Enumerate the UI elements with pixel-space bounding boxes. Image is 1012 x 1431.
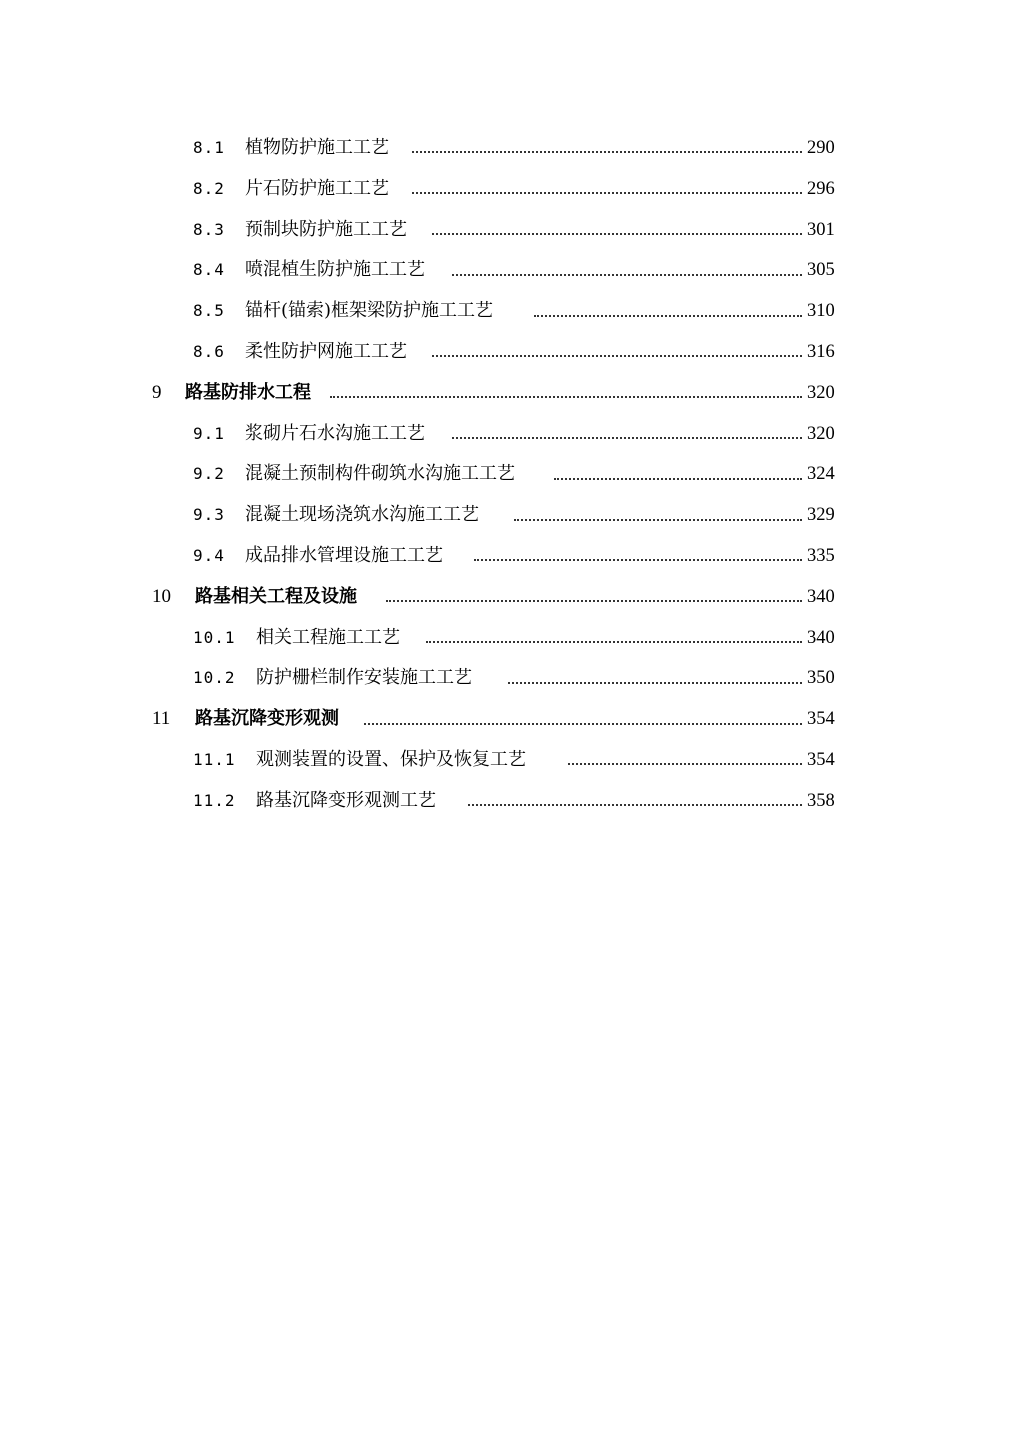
toc-entry-title: 喷混植生防护施工工艺	[245, 259, 425, 281]
toc-entry-title: 浆砌片石水沟施工工艺	[245, 422, 425, 444]
toc-entry-title: 防护栅栏制作安装施工工艺	[256, 667, 472, 689]
dot-leader	[452, 435, 802, 439]
toc-entry-number: 8.3	[193, 219, 225, 239]
dot-leader	[412, 190, 802, 194]
toc-entry-title: 片石防护施工工艺	[245, 177, 389, 199]
toc-entry-11-1[interactable]	[0, 740, 1012, 781]
toc-entry-title: 混凝土现场浇筑水沟施工工艺	[245, 504, 479, 526]
toc-entry-page: 310	[807, 301, 835, 322]
toc-entry-page: 320	[807, 382, 835, 403]
toc-entry-11-2[interactable]	[0, 781, 1012, 822]
toc-entry-page: 320	[807, 423, 835, 444]
toc-entry-number: 9.1	[193, 423, 225, 443]
dot-leader	[426, 639, 802, 643]
dot-leader	[364, 721, 802, 725]
toc-entry-page: 324	[807, 464, 835, 485]
toc-entry-8-3[interactable]	[0, 210, 1012, 251]
toc-chapter-number: 10	[152, 585, 171, 607]
toc-entry-page: 316	[807, 341, 835, 362]
toc-entry-8-1[interactable]	[0, 128, 1012, 169]
dot-leader	[468, 802, 802, 806]
toc-entry-number: 9.4	[193, 545, 225, 565]
toc-entry-number: 8.5	[193, 301, 225, 321]
toc-entry-page: 354	[807, 709, 835, 730]
toc-entry-9-3[interactable]	[0, 495, 1012, 536]
toc-entry-number: 10.2	[193, 668, 236, 688]
toc-chapter-number: 9	[152, 381, 162, 403]
dot-leader	[330, 394, 802, 398]
toc-entry-title: 观测装置的设置、保护及恢复工艺	[256, 748, 526, 770]
toc-entry-title: 路基沉降变形观测工艺	[256, 789, 436, 811]
toc-entry-number: 8.4	[193, 260, 225, 280]
dot-leader	[508, 680, 802, 684]
toc-entry-9-4[interactable]	[0, 536, 1012, 577]
toc-chapter-title: 路基防排水工程	[185, 381, 311, 403]
toc-chapter-number: 11	[152, 708, 171, 730]
toc-entry-page: 340	[807, 627, 835, 648]
toc-entry-page: 296	[807, 178, 835, 199]
toc-entry-8-2[interactable]	[0, 169, 1012, 210]
toc-entry-number: 9.3	[193, 505, 225, 525]
dot-leader	[534, 313, 802, 317]
toc-entry-page: 358	[807, 790, 835, 811]
toc-entry-10-2[interactable]	[0, 658, 1012, 699]
toc-chapter-9[interactable]	[0, 373, 1012, 414]
toc-entry-title: 锚杆(锚索)框架梁防护施工工艺	[245, 300, 494, 322]
toc-entry-title: 混凝土预制构件砌筑水沟施工工艺	[245, 463, 515, 485]
toc-entry-number: 8.2	[193, 178, 225, 198]
toc-chapter-title: 路基相关工程及设施	[195, 585, 357, 607]
toc-entry-number: 11.2	[193, 790, 236, 810]
toc-entry-number: 9.2	[193, 464, 225, 484]
toc-entry-10-1[interactable]	[0, 618, 1012, 659]
toc-entry-title: 植物防护施工工艺	[245, 137, 389, 158]
dot-leader	[412, 149, 802, 153]
dot-leader	[432, 353, 802, 357]
toc-entry-title: 预制块防护施工工艺	[245, 218, 407, 240]
dot-leader	[514, 517, 802, 521]
toc-entry-9-2[interactable]	[0, 454, 1012, 495]
toc-entry-9-1[interactable]	[0, 414, 1012, 455]
dot-leader	[568, 761, 802, 765]
toc-entry-page: 305	[807, 260, 835, 281]
toc-entry-page: 329	[807, 505, 835, 526]
dot-leader	[452, 272, 802, 276]
toc-entry-title: 相关工程施工工艺	[256, 626, 400, 648]
toc-entry-page: 350	[807, 668, 835, 689]
toc-entry-8-5[interactable]	[0, 291, 1012, 332]
toc-entry-number: 8.6	[193, 341, 225, 361]
toc-chapter-11[interactable]	[0, 699, 1012, 740]
toc-entry-title: 柔性防护网施工工艺	[245, 340, 407, 362]
toc-entry-page: 335	[807, 545, 835, 566]
toc-chapter-10[interactable]	[0, 577, 1012, 618]
toc-entry-page: 354	[807, 749, 835, 770]
dot-leader	[432, 231, 802, 235]
toc-entry-number: 8.1	[193, 138, 225, 157]
toc-entry-page: 301	[807, 219, 835, 240]
toc-chapter-title: 路基沉降变形观测	[195, 708, 339, 730]
toc-entry-title: 成品排水管埋设施工工艺	[245, 544, 443, 566]
dot-leader	[554, 476, 802, 480]
toc-entry-8-6[interactable]	[0, 332, 1012, 373]
dot-leader	[386, 598, 802, 602]
table-of-contents	[0, 128, 1012, 822]
toc-entry-8-4[interactable]	[0, 250, 1012, 291]
toc-entry-number: 11.1	[193, 749, 236, 769]
toc-entry-page: 340	[807, 586, 835, 607]
dot-leader	[474, 557, 802, 561]
toc-entry-number: 10.1	[193, 627, 236, 647]
toc-entry-page: 290	[807, 138, 835, 158]
